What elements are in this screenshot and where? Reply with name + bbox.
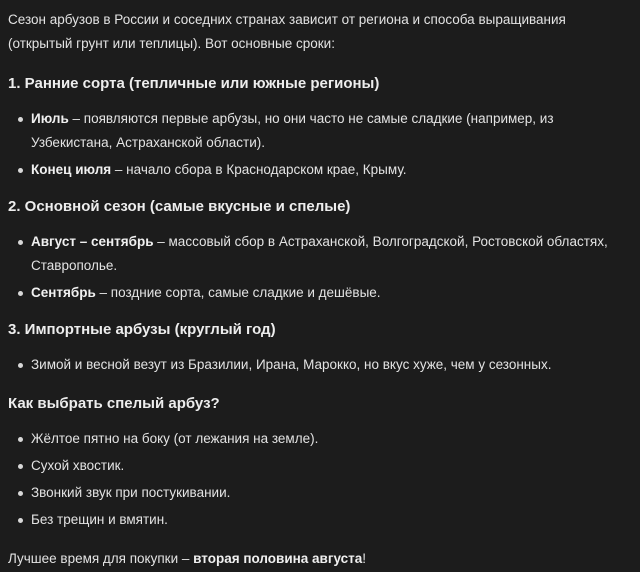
section-heading-import: 3. Импортные арбузы (круглый год) xyxy=(8,321,276,338)
list-item: Жёлтое пятно на боку (от лежания на земле). xyxy=(8,427,632,451)
outro-paragraph: Лучшее время для покупки – вторая половина августа! xyxy=(8,551,367,566)
list-item: Без трещин и вмятин. xyxy=(8,508,632,532)
tips-heading: Как выбрать спелый арбуз? xyxy=(8,395,220,412)
list-item: Зимой и весной везут из Бразилии, Ирана, Марокко, но вкус хуже, чем у сезонных. xyxy=(8,353,632,377)
list-item: Август – сентябрь – массовый сбор в Астраханской, Волгоградской, Ростовской областях, Ставрополье. xyxy=(8,230,632,278)
tips-list xyxy=(8,427,632,532)
intro-paragraph: Сезон арбузов в России и соседних странах зависит от региона и способа выращивания (открытый грунт или теплицы). Вот основные сроки: xyxy=(8,12,566,51)
list-item: Июль – появляются первые арбузы, но они часто не самые сладкие (например, из Узбекистана, Астраханской области). xyxy=(8,107,632,155)
early-varieties-list xyxy=(8,107,632,182)
list-item: Звонкий звук при постукивании. xyxy=(8,481,632,505)
list-item: Сухой хвостик. xyxy=(8,454,632,478)
import-list xyxy=(8,353,632,377)
section-heading-early: 1. Ранние сорта (тепличные или южные регионы) xyxy=(8,75,380,92)
section-heading-main: 2. Основной сезон (самые вкусные и спелые) xyxy=(8,198,351,215)
main-season-list xyxy=(8,230,632,305)
list-item: Конец июля – начало сбора в Краснодарском крае, Крыму. xyxy=(8,158,632,182)
list-item: Сентябрь – поздние сорта, самые сладкие и дешёвые. xyxy=(8,281,632,305)
